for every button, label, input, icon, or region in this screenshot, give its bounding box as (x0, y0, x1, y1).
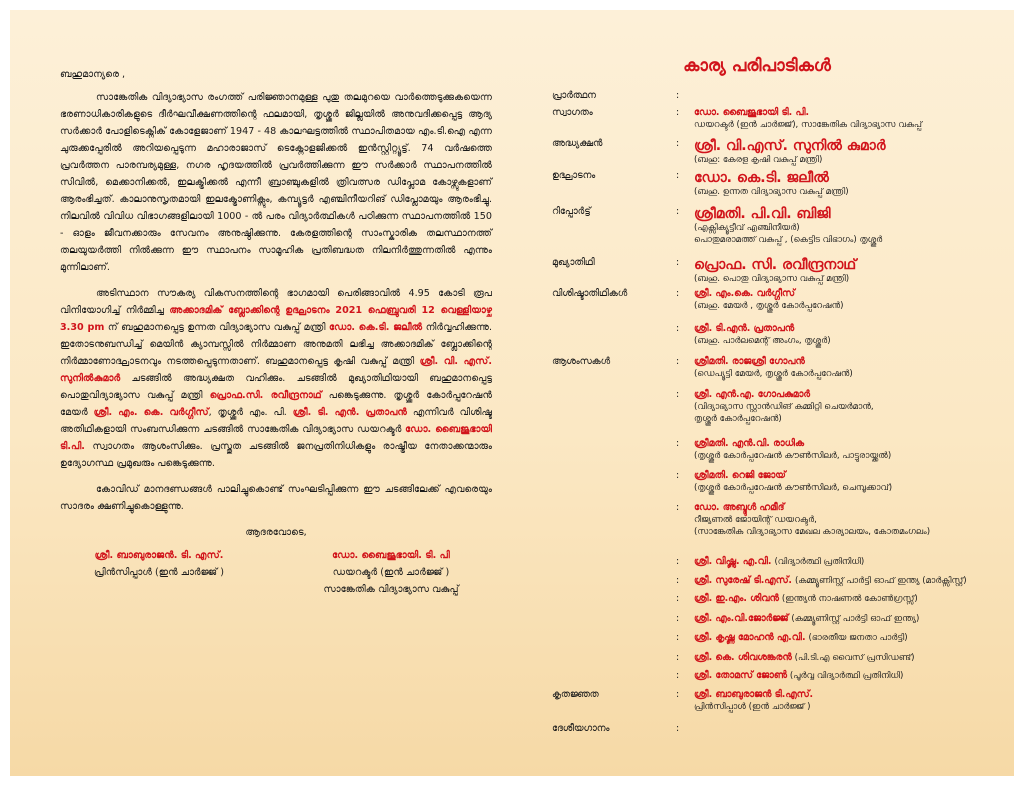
event-text: ചടങ്ങിൽ അദ്ധ്യക്ഷത വഹിക്കും. ചടങ്ങിൽ മുഖ്യാതിഥിയായി ബഹുമാനപ്പെട്ട പൊതുവിദ്യാഭ്യാസ വകുപ്പ് മന്ത്രി (60, 373, 492, 401)
programme-role: വിശിഷ്ടാതിഥികൾ (552, 288, 628, 299)
signature-principal (74, 547, 244, 581)
programme-entry (694, 389, 974, 425)
person-designation: പൊതുമരാമത്ത് വകുപ്പ് , (കെട്ടിട വിഭാഗം) തൃശ്ശൂർ (694, 235, 883, 245)
person-designation: (തൃശ്ശൂർ കോർപ്പറേഷൻ കൗൺസിലർ, ചെമ്പൂക്കാവ്) (694, 483, 893, 493)
programme-entry (694, 138, 974, 166)
programme-role: കൃതജ്ഞത (552, 689, 599, 700)
programme-role: ആശംസകൾ (552, 356, 611, 367)
signatory-title: ഡയറക്ടർ (ഇൻ ചാർജ്ജ് ) (332, 567, 450, 578)
paragraph-invite: കോവിഡ് മാനദണ്ഡങ്ങൾ പാലിച്ചുകൊണ്ട് സംഘടിപ്പിക്കുന്ന ഈ ചടങ്ങിലേക്ക് എവരെയും സാദരം ക്ഷണിച്ചുകൊള്ളുന്നു. (60, 484, 492, 512)
programme-entry (694, 107, 974, 131)
person-name: ശ്രീ. വിഷ്ണു. എ.വി. (694, 556, 772, 567)
event-text: ന് ബഹുമാനപ്പെട്ട ഉന്നത വിദ്യാഭ്യാസ വകുപ്പ് മന്ത്രി (104, 322, 329, 333)
person-name: ശ്രീ. കെ. ശിവശങ്കരൻ (694, 652, 792, 663)
person-affiliation: (ഇന്ത്യൻ നാഷണൽ കോൺഗ്രസ്സ്) (781, 594, 918, 604)
mayor-name: ശ്രീ. എം. കെ. വർഗ്ഗീസ് (93, 407, 209, 418)
programme-colon: : (676, 257, 680, 268)
programme-entry (694, 206, 974, 246)
person-designation: (ഡെപ്യൂട്ടി മേയർ, തൃശ്ശൂർ കോർപ്പറേഷൻ) (694, 369, 853, 379)
programme-colon: : (676, 356, 680, 367)
person-affiliation: (പി.ടി.എ വൈസ് പ്രസിഡണ്ട്) (794, 653, 915, 663)
programme-entry (694, 257, 974, 285)
person-designation: റീജ്യണൽ ജോയിന്റ് ഡയറക്ടർ, (694, 515, 817, 525)
event-text: നിർവ്വഹിക്കുന്നു. ഇതോടനുബന്ധിച്ച് മെയിൻ ക്യാമ്പസ്സിൽ നിർമ്മാണ അനുമതി ലഭിച്ച അക്കാദമിക് ബ്ലോക്കിന്റെ നിർമ്മാണോദ്ഘാടനവും നടത്തപ്പെടുന്നതാണ്. ബഹുമാനപ്പെട്ട കൃഷി വകുപ്പ് മന്ത്രി (60, 322, 492, 367)
programme-role: ദേശീയഗാനം (552, 723, 610, 734)
programme-colon: : (676, 723, 680, 734)
programme-colon: : (676, 90, 680, 101)
programme-entry (694, 575, 974, 587)
event-text: പങ്കെടുക്കുന്നു. തൃശ്ശൂർ കോർപ്പറേഷൻ മേയർ (60, 390, 492, 418)
person-affiliation: (പൂർവ്വ വിദ്യാർത്ഥി പ്രതിനിധി) (789, 671, 904, 681)
signatory-name: ശ്രീ. ബാബുരാജൻ. ടി. എസ്. (94, 550, 224, 561)
programme-entry (694, 288, 974, 312)
person-name: ശ്രീ. കൃഷ്ണ മോഹൻ എ.വി. (694, 632, 806, 643)
president-name: ശ്രീ. വി. എസ്. സുനിൽകുമാർ (60, 356, 492, 384)
programme-entry (694, 323, 974, 347)
signatory-name: ഡോ. ബൈജുഭായി. ടി. പി (332, 550, 450, 561)
programme-colon: : (676, 470, 680, 481)
programme-role: അദ്ധ്യക്ഷൻ (552, 138, 603, 149)
person-designation: (എക്സിക്യൂട്ടീവ് എഞ്ചിനീയർ) (694, 223, 800, 233)
programme-colon: : (676, 575, 680, 586)
person-name: ഡോ. അബ്ദുൾ ഹമീദ് (694, 502, 785, 513)
programme-colon: : (676, 652, 680, 663)
person-designation: (ബഹു. ഉന്നത വിദ്യാഭ്യാസ വകുപ്പ് മന്ത്രി) (694, 187, 849, 197)
person-affiliation: (വിദ്യാർത്ഥി പ്രതിനിധി) (774, 557, 865, 567)
programme-role: മുഖ്യാതിഥി (552, 257, 595, 268)
signature-director (286, 547, 496, 598)
person-designation: (തൃശ്ശൂർ കോർപ്പറേഷൻ കൗൺസിലർ, പാട്ടുരായ്ക്കൽ) (694, 451, 892, 461)
person-name: പ്രൊഫ. സി. രവീന്ദ്രനാഥ് (694, 257, 857, 273)
paragraph-history: സാങ്കേതിക വിദ്യാഭ്യാസ രംഗത്ത് പരിജ്ഞാനമുള്ള പുതു തലമുറയെ വാർത്തെടുക്കുകയെന്ന ഭരണാധികാരികളുടെ ദീർഘവീക്ഷണത്തിന്റെ ഫലമായി, തൃശ്ശൂർ ജില്ലയിൽ അനുവദിക്കപ്പെട്ട ആദ്യ സർക്കാർ പോളിടെക്നിക് കോളേജാണ് 1947 - 48 കാലഘട്ടത്തിൽ സ്ഥാപിതമായ എം.ടി.ഐ എന്ന ചുരുക്കപ്പേരിൽ അറിയപ്പെടുന്ന മഹാരാജാസ് ടെക്നോളജിക്കൽ ഇൻസ്റ്റിറ്റ്യൂട്ട്. 74 വർഷത്തെ പ്രവർത്തന പാരമ്പര്യമുള്ള, നഗര ഹൃദയത്തിൽ പ്രവർത്തിക്കുന്ന ഈ സർക്കാർ സ്ഥാപനത്തിൽ സിവിൽ, മെക്കാനിക്കൽ, ഇലക്ട്രിക്കൽ എന്നീ ബ്രാഞ്ചുകളിൽ ത്രിവത്സര ഡിപ്ലോമ കോഴ്സുകളാണ് ആരംഭിച്ചത്. കാലാനുസൃതമായി ഇലക്ട്രോണിക്സും, കമ്പ്യൂട്ടർ എഞ്ചിനീയറിങ് ഡിപ്ലോമയും ആരംഭിച്ചു. നിലവിൽ വിവിധ വിഭാഗങ്ങളിലായി 1000 - ൽ പരം വിദ്യാർത്ഥികൾ പഠിക്കുന്ന സ്ഥാപനത്തിൽ 150 - ഓളം ജീവനക്കാരും സേവനം അനുഷ്ഠിക്കുന്നു. കേരളത്തിന്റെ സാംസ്കാരിക തലസ്ഥാനത്ത് തലയുയർത്തി നിൽക്കുന്ന ഈ സ്ഥാപനം സാമൂഹിക പ്രതിബദ്ധത നിലനിർത്തുന്നതിൽ എന്നും മുന്നിലാണ്. (60, 92, 492, 273)
programme-role: പ്രാർത്ഥന (552, 90, 596, 101)
programme-role: ഉദ്ഘാടനം (552, 170, 596, 181)
person-designation: (ബഹു: കേരള കൃഷി വകുപ്പ് മന്ത്രി) (694, 155, 823, 165)
programme-colon: : (676, 632, 680, 643)
person-name: ഡോ. ബൈജുഭായി ടി. പി. (694, 107, 810, 118)
programme-entry (694, 613, 974, 625)
event-highlight: അക്കാദമിക് ബ്ലോക്കിന്റെ ഉദ്ഘാടനം 2021 ഫെബ്രുവരി 12 വെള്ളിയാഴ്ച 3.30 pm (60, 305, 493, 333)
programme-entry (694, 356, 974, 380)
programme-colon: : (676, 389, 680, 400)
person-name: ശ്രീമതി. എൻ.വി. രാധിക (694, 438, 804, 449)
person-designation: ഡയറക്ടർ (ഇൻ ചാർജ്ജ്), സാങ്കേതിക വിദ്യാഭ്യാസ വകുപ്പ് (694, 120, 923, 130)
event-text: , തൃശ്ശൂർ എം. പി. (208, 407, 293, 418)
salutation: ബഹുമാന്യരെ , (60, 69, 126, 80)
person-designation: (ബഹു. പാർലമെന്റ് അംഗം, തൃശ്ശൂർ) (694, 336, 831, 346)
event-text: അടിസ്ഥാന സൗകര്യ വികസനത്തിന്റെ ഭാഗമായി പെരിങ്ങാവിൽ 4.95 കോടി രൂപ വിനിയോഗിച്ച് നിർമ്മിച്ച (60, 288, 492, 316)
programme-colon: : (676, 288, 680, 299)
person-designation: (ബഹു. പൊതു വിദ്യാഭ്യാസ വകുപ്പ് മന്ത്രി) (694, 274, 850, 284)
programme-colon: : (676, 107, 680, 118)
programme-entry (694, 470, 974, 494)
mp-name: ശ്രീ. ടി. എൻ. പ്രതാപൻ (292, 407, 407, 418)
person-name: ശ്രീമതി. രാജശ്രീ ഗോപൻ (694, 356, 805, 367)
programme-entry (694, 502, 974, 538)
programme-colon: : (676, 438, 680, 449)
person-designation: പ്രിൻസിപ്പാൾ (ഇൻ ചാർജ്ജ് ) (694, 702, 811, 712)
person-name: ശ്രീ. തോമസ് ജോൺ (694, 670, 787, 681)
programme-colon: : (676, 613, 680, 624)
person-designation: (വിദ്യാഭ്യാസ സ്റ്റാൻഡിങ് കമ്മിറ്റി ചെയർമാൻ, (694, 402, 874, 412)
director-name: ഡോ. ബൈജുഭായി ടി.പി. (60, 424, 492, 452)
chief-guest-name: പ്രൊഫ.സി. രവീന്ദ്രനാഥ് (209, 390, 322, 401)
person-name: ശ്രീ. എം.വി.ജോർജ്ജ് (694, 613, 789, 624)
programme-colon: : (676, 556, 680, 567)
person-affiliation: (കമ്മ്യൂണിസ്റ്റ് പാർട്ടി ഓഫ് ഇന്ത്യ) (791, 614, 920, 624)
programme-colon: : (676, 689, 680, 700)
event-text: സ്വാഗതം ആശംസിക്കും. പ്രസ്തുത ചടങ്ങിൽ ജനപ്രതിനിധികളും രാഷ്ട്രീയ നേതാക്കന്മാരും ഉദ്യോഗസ്ഥ പ്രമുഖരും പങ്കെടുക്കുന്നു. (60, 441, 492, 469)
person-name: ശ്രീ. ടി.എൻ. പ്രതാപൻ (694, 323, 795, 334)
programme-role: സ്വാഗതം (552, 107, 593, 118)
programme-colon: : (676, 170, 680, 181)
person-affiliation: (ഭാരതീയ ജനതാ പാർട്ടി) (808, 633, 908, 643)
invitation-letter (60, 66, 492, 607)
event-text: എന്നിവർ വിശിഷ്ട അതിഥികളായി സംബന്ധിക്കുന്ന ചടങ്ങിൽ സാങ്കേതിക വിദ്യാഭ്യാസ ഡയറക്ടർ (60, 407, 492, 435)
minister-name: ഡോ. കെ.ടി. ജലീൽ (328, 322, 423, 333)
programme-entry (694, 670, 974, 682)
person-name: ശ്രീമതി. പി.വി. ബിജി (694, 206, 831, 222)
person-name: ശ്രീ. ഇ.എം. ശിവൻ (694, 593, 779, 604)
person-name: ഡോ. കെ.ടി. ജലീൽ (694, 170, 829, 186)
signatory-title: പ്രിൻസിപ്പാൾ (ഇൻ ചാർജ്ജ് ) (94, 567, 224, 578)
programme-colon: : (676, 323, 680, 334)
programme-entry (694, 689, 974, 713)
programme-entry (694, 170, 974, 198)
programme-entry (694, 556, 974, 568)
programme-colon: : (676, 138, 680, 149)
person-name: ശ്രീമതി. റെജി ജോയ് (694, 470, 786, 481)
signatory-department: സാങ്കേതിക വിദ്യാഭ്യാസ വകുപ്പ് (323, 584, 459, 595)
person-affiliation: (കമ്മ്യൂണിസ്റ്റ് പാർട്ടി ഓഫ് ഇന്ത്യ (മാർക്സിസ്റ്റ്) (794, 576, 967, 586)
programme-entry (694, 438, 974, 462)
person-name: ശ്രീ. സുരേഷ് ടി.എസ്. (694, 575, 792, 586)
programme-colon: : (676, 670, 680, 681)
person-name: ശ്രീ. വി.എസ്. സുനിൽ കുമാർ (694, 138, 886, 154)
regards: ആദരവോടെ, (245, 527, 307, 538)
programme-entry (694, 593, 974, 605)
person-name: ശ്രീ. എം.കെ. വർഗ്ഗീസ് (694, 288, 795, 299)
programme-colon: : (676, 593, 680, 604)
programme-colon: : (676, 502, 680, 513)
paragraph-event (60, 285, 492, 472)
person-name: ശ്രീ. എൻ.എ. ഗോപകുമാർ (694, 389, 810, 400)
person-designation: (ബഹു. മേയർ , തൃശ്ശൂർ കോർപ്പറേഷൻ) (694, 301, 844, 311)
person-designation: (സാങ്കേതിക വിദ്യാഭ്യാസ മേഖല കാര്യാലയം, കോതമംഗലം) (694, 527, 931, 537)
person-designation: തൃശ്ശൂർ കോർപ്പറേഷൻ) (694, 414, 782, 424)
signatures (60, 547, 492, 607)
programme-entry (694, 632, 974, 644)
programme-role: റിപ്പോർട്ട് (552, 206, 591, 217)
programme-entry (694, 652, 974, 664)
programme-title: കാര്യ പരിപാടികൾ (683, 56, 831, 76)
programme-colon: : (676, 206, 680, 217)
person-name: ശ്രീ. ബാബുരാജൻ ടി.എസ്. (694, 689, 814, 700)
